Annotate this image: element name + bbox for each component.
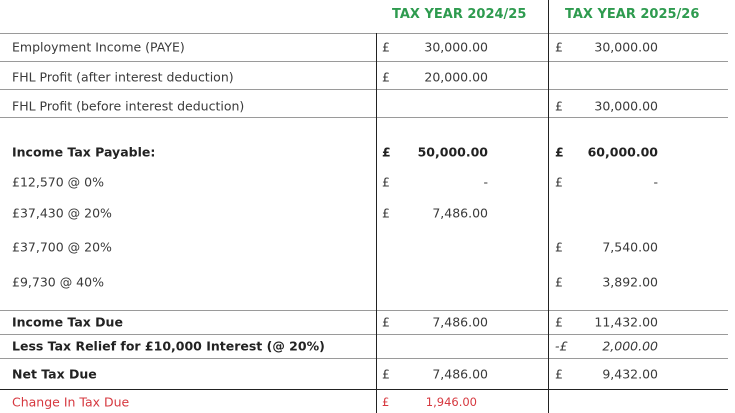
amount-2025-26: 30,000.00: [594, 39, 658, 55]
currency-symbol: £: [382, 69, 390, 85]
row-label: Less Tax Relief for £10,000 Interest (@ 20%): [12, 338, 325, 354]
currency-symbol: £: [382, 39, 390, 55]
header-tax-year-2: TAX YEAR 2025/26: [565, 7, 700, 22]
amount-2024-25: 50,000.00: [417, 144, 488, 160]
grid-line: [0, 334, 728, 335]
row-label: £12,570 @ 0%: [12, 174, 104, 190]
grid-line: [0, 389, 728, 390]
column-separator: [376, 33, 377, 413]
currency-symbol: £: [382, 205, 390, 221]
currency-symbol: £: [555, 314, 563, 330]
row-label: Employment Income (PAYE): [12, 39, 185, 55]
grid-line: [0, 61, 728, 62]
row-label: Net Tax Due: [12, 366, 97, 382]
grid-line: [0, 33, 728, 34]
grid-line: [0, 117, 728, 118]
currency-symbol: £: [555, 239, 563, 255]
grid-line: [0, 89, 728, 90]
currency-symbol: £: [382, 314, 390, 330]
currency-symbol: -£: [555, 338, 568, 354]
amount-2025-26: 9,432.00: [602, 366, 658, 382]
row-label: £9,730 @ 40%: [12, 274, 104, 290]
currency-symbol: £: [555, 144, 564, 160]
amount-2025-26: 11,432.00: [594, 314, 658, 330]
currency-symbol: £: [382, 174, 390, 190]
row-label: FHL Profit (after interest deduction): [12, 69, 234, 85]
amount-2024-25: -: [483, 174, 488, 190]
currency-symbol: £: [555, 39, 563, 55]
amount-2024-25: 20,000.00: [424, 69, 488, 85]
column-separator: [548, 0, 549, 413]
grid-line: [0, 358, 728, 359]
currency-symbol: £: [555, 98, 563, 114]
currency-symbol: £: [555, 274, 563, 290]
amount-2025-26: 7,540.00: [602, 239, 658, 255]
amount-2024-25: 7,486.00: [432, 314, 488, 330]
currency-symbol: £: [382, 366, 390, 382]
grid-line: [0, 310, 728, 311]
row-label: £37,430 @ 20%: [12, 205, 112, 221]
row-label: Change In Tax Due: [12, 394, 130, 410]
row-label: Income Tax Payable:: [12, 144, 156, 160]
row-label: £37,700 @ 20%: [12, 239, 112, 255]
amount-2025-26: -: [653, 174, 658, 190]
amount-2025-26: 3,892.00: [602, 274, 658, 290]
amount-change-in-tax: 1,946.00: [425, 395, 477, 409]
currency-symbol: £: [382, 144, 391, 160]
amount-2024-25: 7,486.00: [432, 205, 488, 221]
row-label: Income Tax Due: [12, 314, 123, 330]
header-tax-year-1: TAX YEAR 2024/25: [392, 7, 527, 22]
currency-symbol: £: [382, 395, 390, 409]
amount-2025-26: 60,000.00: [587, 144, 658, 160]
row-label: FHL Profit (before interest deduction): [12, 98, 245, 114]
currency-symbol: £: [555, 366, 563, 382]
amount-2024-25: 7,486.00: [432, 366, 488, 382]
amount-2025-26: 30,000.00: [594, 98, 658, 114]
currency-symbol: £: [555, 174, 563, 190]
amount-2025-26: 2,000.00: [602, 338, 658, 354]
amount-2024-25: 30,000.00: [424, 39, 488, 55]
